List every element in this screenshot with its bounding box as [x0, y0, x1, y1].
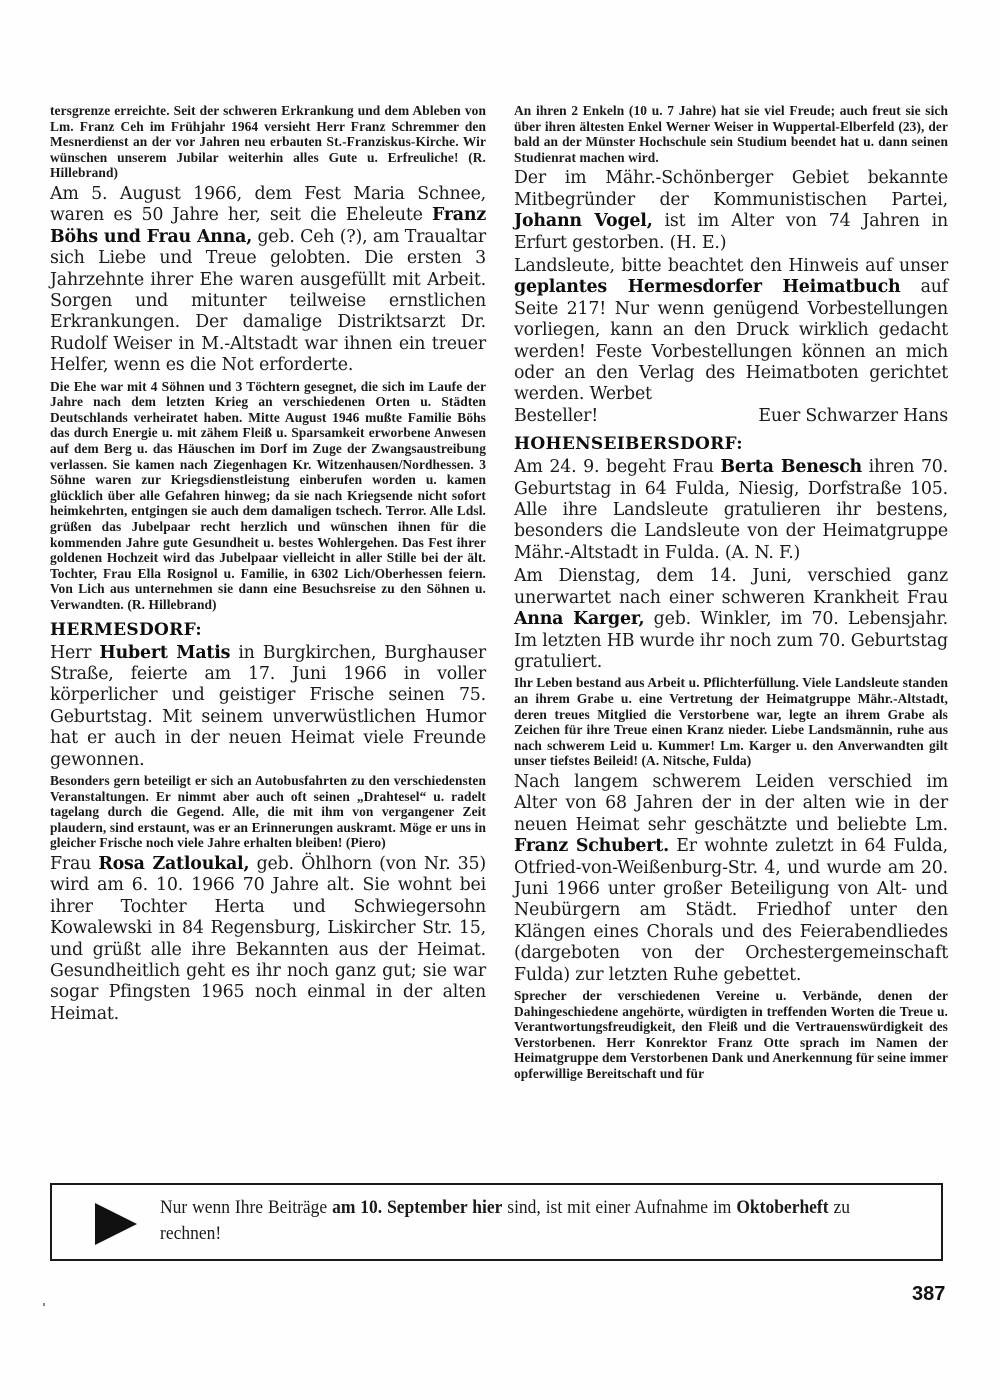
- signature-line: Besteller! Euer Schwarzer Hans: [514, 405, 948, 426]
- bold-name: Johann Vogel,: [514, 211, 653, 232]
- paragraph-hubert-matis-details: Besonders gern beteiligt er sich an Autobusfahrten zu den verschiedensten Veranstaltungen. Er nimmt aber auch oft seinen „Drahtesel“ u. radelt tagelang durch die Gegend. Alle, die mit ihm von vergangener Zeit plaudern, sind erstaunt, was er an Erinnerungen auskramt. Möge er uns in gleicher Frische noch viele Jahre erhalten bleiben! (Piero): [50, 772, 486, 851]
- paragraph-jubilee-end: tersgrenze erreichte. Seit der schweren Erkrankung und dem Ableben von Lm. Franz Ceh im Frühjahr 1964 versieht Herr Franz Schremmer den Mesnerdienst an der vor Jahren neu erbauten St.-Franziskus-Kirche. Wir wünschen unserem Jubilar weiterhin alles Gute u. Erfreuliche! (R. Hillebrand): [50, 103, 486, 181]
- bold-name: Hubert Matis: [99, 642, 231, 663]
- paragraph-anna-karger-details: Ihr Leben bestand aus Arbeit u. Pflichterfüllung. Viele Landsleute standen an ihrem Grabe u. eine Vertretung der Heimatgruppe Mähr.-Altstadt, deren treues Mitglied die Verstorbene war, legte an ihrem Grabe als Zeichen für ihre Treue einen Kranz nieder. Liebe Landsmännin, ruhe aus nach schwerem Leid u. Kummer! Lm. Karger u. den Anverwandten gilt unser tiefstes Beileid! (A. Nitsche, Fulda): [514, 675, 948, 769]
- paragraph-rosa-zatloukal: Frau Rosa Zatloukal, geb. Öhlhorn (von Nr. 35) wird am 6. 10. 1966 70 Jahre alt. Sie wohnt bei ihrer Tochter Herta und Schwiegersohn Kowalewski in 84 Regensburg, Liskircher Str. 15, und grüßt alle ihre Bekannten aus der Heimat. Gesundheitlich geht es ihr noch ganz gut; sie war sogar Pfingsten 1965 noch einmal in der alten Heimat.: [50, 853, 486, 1024]
- section-heading-hermesdorf: HERMESDORF:: [50, 619, 202, 640]
- paragraph-franz-schubert-details: Sprecher der verschiedenen Vereine u. Verbände, denen der Dahingeschiedene angehörte, würdigten in treffenden Worten die Treue u. Verantwortungsfreudigkeit, den Fleiß und die Vertrauenswürdigkeit des Verstorbenen. Herr Konrektor Franz Otte sprach im Namen der Heimatgruppe dem Verstorbenen Dank und Anerkennung für seine immer opferwillige Bereitschaft und für: [514, 987, 948, 1081]
- bold-name: Anna Karger,: [514, 609, 645, 630]
- bold-name: Franz Böhs und Frau Anna,: [50, 205, 486, 247]
- paragraph-heimatbuch-notice: Landsleute, bitte beachtet den Hinweis auf unser geplantes Hermesdorfer Heimatbuch auf Seite 217! Nur wenn genügend Vorbestellungen vorliegen, kann an den Druck wirklich gedacht werden! Feste Vorbestellungen können an mich oder an den Verlag des Heimatboten gerichtet werden. Werbet: [514, 256, 948, 405]
- paragraph-golden-wedding: Am 5. August 1966, dem Fest Maria Schnee, waren es 50 Jahre her, seit die Eheleute Franz Böhs und Frau Anna, geb. Ceh (?), am Traualtar sich Liebe und Treue gelobten. Die ersten 3 Jahrzehnte ihrer Ehe waren ausgefüllt mit Arbeit. Sorgen und mitunter teilweise ernstlichen Erkrankungen. Der damalige Distriktsarzt Dr. Rudolf Weiser in M.-Altstadt war ihnen ein treuer Helfer, wenn es die Not erforderte.: [50, 183, 486, 376]
- left-column: [50, 103, 486, 1027]
- paragraph-anna-karger: Am Dienstag, dem 14. Juni, verschied ganz unerwartet nach einer schweren Krankheit Frau Anna Karger, geb. Winkler, im 70. Lebensjahr. Im letzten HB wurde ihr noch zum 70. Geburtstag gratuliert.: [514, 566, 948, 672]
- signature: Euer Schwarzer Hans: [758, 405, 948, 426]
- deadline-notice-box: [50, 1183, 943, 1261]
- paragraph-berta-benesch: Am 24. 9. begeht Frau Berta Benesch ihren 70. Geburtstag in 64 Fulda, Niesig, Dorfstraße 105. Alle ihre Landsleute gratulieren ihr bestens, besonders die Landsleute von der Heimatgruppe Mähr.-Altstadt in Fulda. (A. N. F.): [514, 457, 948, 563]
- section-heading-hohenseibersdorf: HOHENSEIBERSDORF:: [514, 434, 743, 455]
- bold-name: Rosa Zatloukal,: [98, 853, 250, 874]
- paragraph-franz-schubert: Nach langem schwerem Leiden verschied im Alter von 68 Jahren der in der alten wie in der neuen Heimat sehr geschätzte und beliebte Lm. Franz Schubert. Er wohnte zuletzt in 64 Fulda, Otfried-von-Weißenburg-Str. 4, und wurde am 20. Juni 1966 unter großer Beteiligung von Alt- und Neubürgern am Städt. Friedhof unter den Klängen eines Chorals und des Feierabendliedes (dargeboten von der Orchestergemeinschaft Fulda) zur letzten Ruhe gebettet.: [514, 771, 948, 985]
- paragraph-hubert-matis: Herr Hubert Matis in Burgkirchen, Burghauser Straße, feierte am 17. Juni 1966 in voller körperlicher und geistiger Frische seinen 75. Geburtstag. Mit seinem unverwüstlichen Humor hat er auch in der neuen Heimat viele Freunde gewonnen.: [50, 642, 486, 770]
- paragraph-grandchildren: An ihren 2 Enkeln (10 u. 7 Jahre) hat sie viel Freude; auch freut sie sich über ihren ältesten Enkel Werner Weiser in Wuppertal-Elberfeld (23), der bald an der Münster Hochschule sein Studium beendet hat u. dann seinen Studienrat machen wird.: [514, 103, 948, 165]
- page-number: 387: [912, 1283, 946, 1305]
- paragraph-johann-vogel: Der im Mähr.-Schönberger Gebiet bekannte Mitbegründer der Kommunistischen Partei, Johann Vogel, ist im Alter von 74 Jahren in Erfurt gestorben. (H. E.): [514, 168, 948, 253]
- scan-speck: [43, 1303, 45, 1306]
- right-column: [514, 103, 948, 1085]
- play-arrow-icon: [95, 1203, 137, 1245]
- bold-name: Franz Schubert.: [514, 836, 669, 857]
- bold-name: Berta Benesch: [720, 457, 862, 478]
- bold-book-title: geplantes Hermesdorfer Heimatbuch: [514, 277, 901, 298]
- paragraph-family-history: Die Ehe war mit 4 Söhnen und 3 Töchtern gesegnet, die sich im Laufe der Jahre nach dem letzten Krieg an verschiedenen Orten u. Städten Deutschlands verheiratet haben. Mitte August 1946 mußte Familie Böhs das durch Energie u. mit zähem Fleiß u. Sparsamkeit erworbene Anwesen auf dem Berg u. das Häuschen im Dorf im Zuge der Zwangsaustreibung verlassen. Sie kamen nach Ziegenhagen Kr. Witzenhausen/Nordhessen. 3 Söhne waren zur Kriegsdienstleistung einberufen worden u. kamen glücklich über alle Gefahren hinweg; da sie nach Kriegsende nicht sofort heimkehrten, entgingen sie auch dem damaligen tschech. Terror. Alle Ldsl. grüßen das Jubelpaar recht herzlich und wünschen ihnen für die kommenden Jahre gute Gesundheit u. bestes Wohlergehen. Das Fest ihrer goldenen Hochzeit wird das Jubelpaar vielleicht in aller Stille bei der ält. Tochter, Frau Ella Rosignol u. Familie, in 6302 Lich/Oberhessen feiern. Von Lich aus unternehmen sie dann eine Besuchsreise zu den Söhnen u. Verwandten. (R. Hillebrand): [50, 378, 486, 612]
- deadline-notice-text: Nur wenn Ihre Beiträge am 10. September hier sind, ist mit einer Aufnahme im Oktoberheft zu rechnen!: [160, 1197, 850, 1244]
